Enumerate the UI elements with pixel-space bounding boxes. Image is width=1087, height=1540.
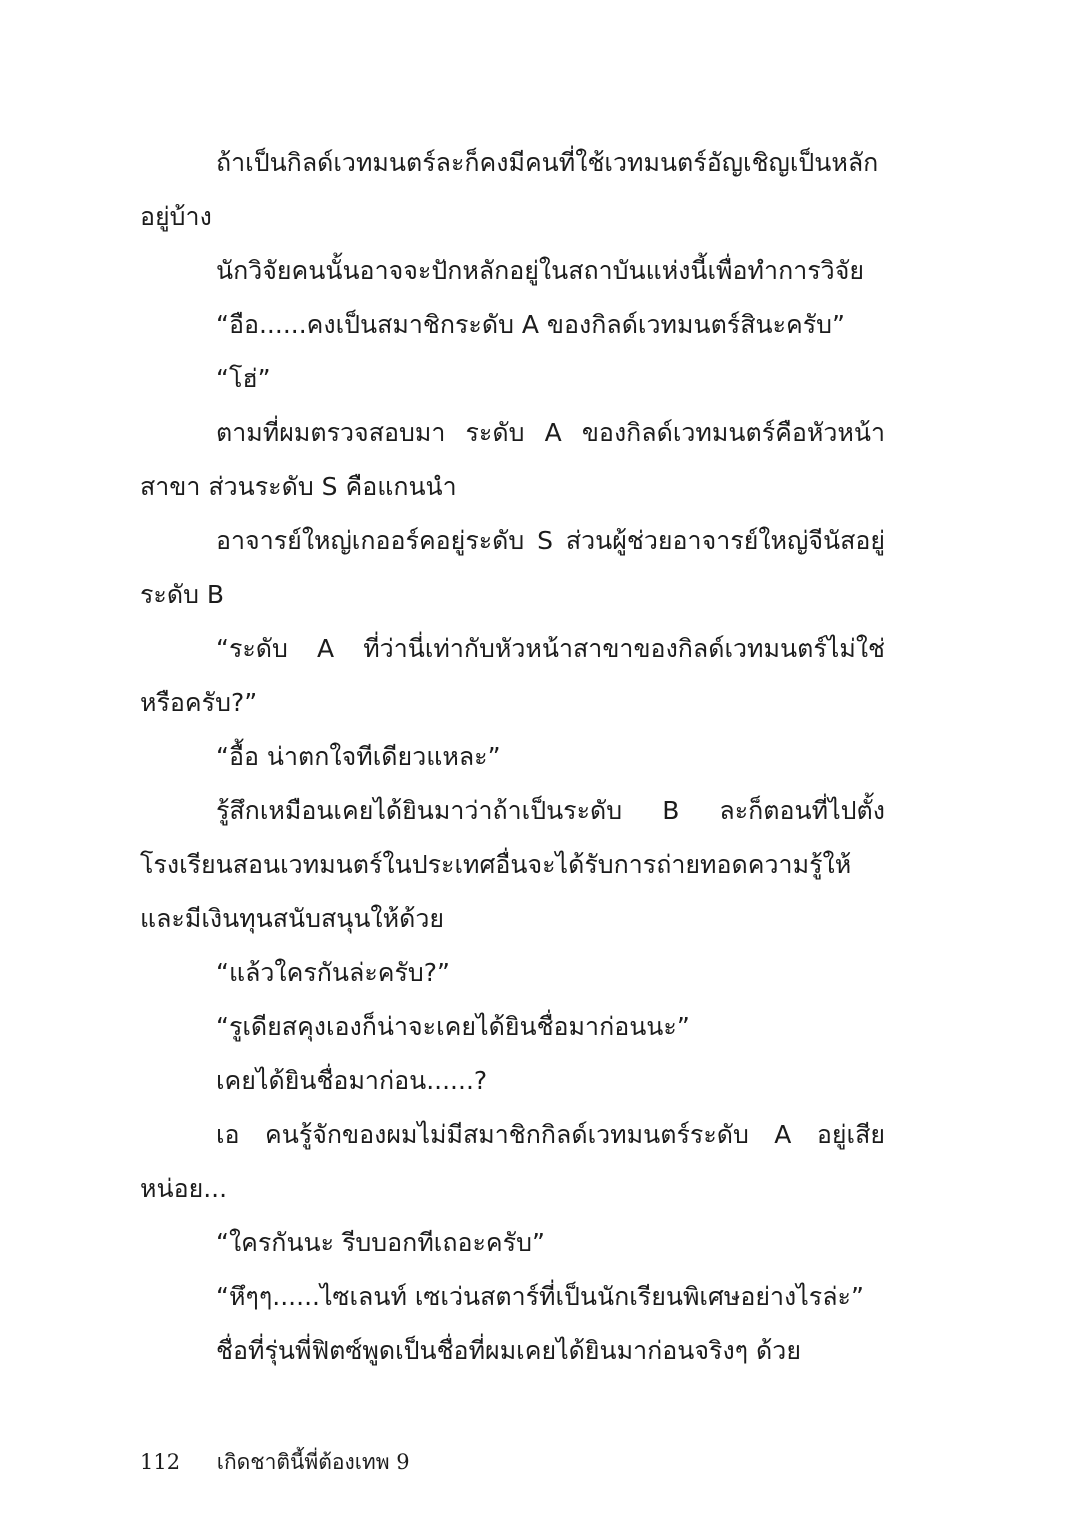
paragraph: “ระดับ A ที่ว่านี่เท่ากับหัวหน้าสาขาของกิลด์เวทมนตร์ไม่ใช่หรือครับ?”: [140, 634, 885, 717]
paragraph: “แล้วใครกันล่ะครับ?”: [216, 958, 450, 987]
page-footer: [140, 1446, 410, 1479]
paragraph: ชื่อที่รุ่นพี่ฟิตซ์พูดเป็นชื่อที่ผมเคยได้ยินมาก่อนจริงๆ ด้วย: [216, 1336, 801, 1365]
paragraph: เอ คนรู้จักของผมไม่มีสมาชิกกิลด์เวทมนตร์ระดับ A อยู่เสียหน่อย...: [140, 1120, 885, 1203]
paragraph: นักวิจัยคนนั้นอาจจะปักหลักอยู่ในสถาบันแห่งนี้เพื่อทำการวิจัย: [216, 256, 865, 285]
paragraph: “หึๆๆ......ไซเลนท์ เซเว่นสตาร์ที่เป็นนักเรียนพิเศษอย่างไรล่ะ”: [216, 1282, 864, 1311]
book-title: เกิดชาตินี้พี่ต้องเทพ 9: [216, 1450, 410, 1474]
paragraph: “อื้อ น่าตกใจทีเดียวแหละ”: [216, 742, 501, 771]
paragraph: “อือ......คงเป็นสมาชิกระดับ A ของกิลด์เวทมนตร์สินะครับ”: [216, 310, 845, 339]
page-number: 112: [140, 1450, 181, 1474]
paragraph: “รูเดียสคุงเองก็น่าจะเคยได้ยินชื่อมาก่อนนะ”: [216, 1012, 690, 1041]
paragraph: รู้สึกเหมือนเคยได้ยินมาว่าถ้าเป็นระดับ B ละก็ตอนที่ไปตั้งโรงเรียนสอนเวทมนตร์ในประเทศอื่นจะได้รับการถ่ายทอดความรู้ให้และมีเงินทุนสนับสนุนให้ด้วย: [140, 796, 885, 933]
paragraph: ตามที่ผมตรวจสอบมา ระดับ A ของกิลด์เวทมนตร์คือหัวหน้าสาขา ส่วนระดับ S คือแกนนำ: [140, 418, 885, 501]
paragraph: “โฮ่”: [216, 364, 271, 393]
paragraph: เคยได้ยินชื่อมาก่อน......?: [216, 1066, 488, 1095]
paragraph: “ใครกันนะ รีบบอกทีเถอะครับ”: [216, 1228, 545, 1257]
paragraph: อาจารย์ใหญ่เกออร์คอยู่ระดับ S ส่วนผู้ช่วยอาจารย์ใหญ่จีนัสอยู่ระดับ B: [140, 526, 885, 609]
paragraph: ถ้าเป็นกิลด์เวทมนตร์ละก็คงมีคนที่ใช้เวทมนตร์อัญเชิญเป็นหลักอยู่บ้าง: [140, 148, 879, 231]
body-text: [140, 136, 885, 1378]
